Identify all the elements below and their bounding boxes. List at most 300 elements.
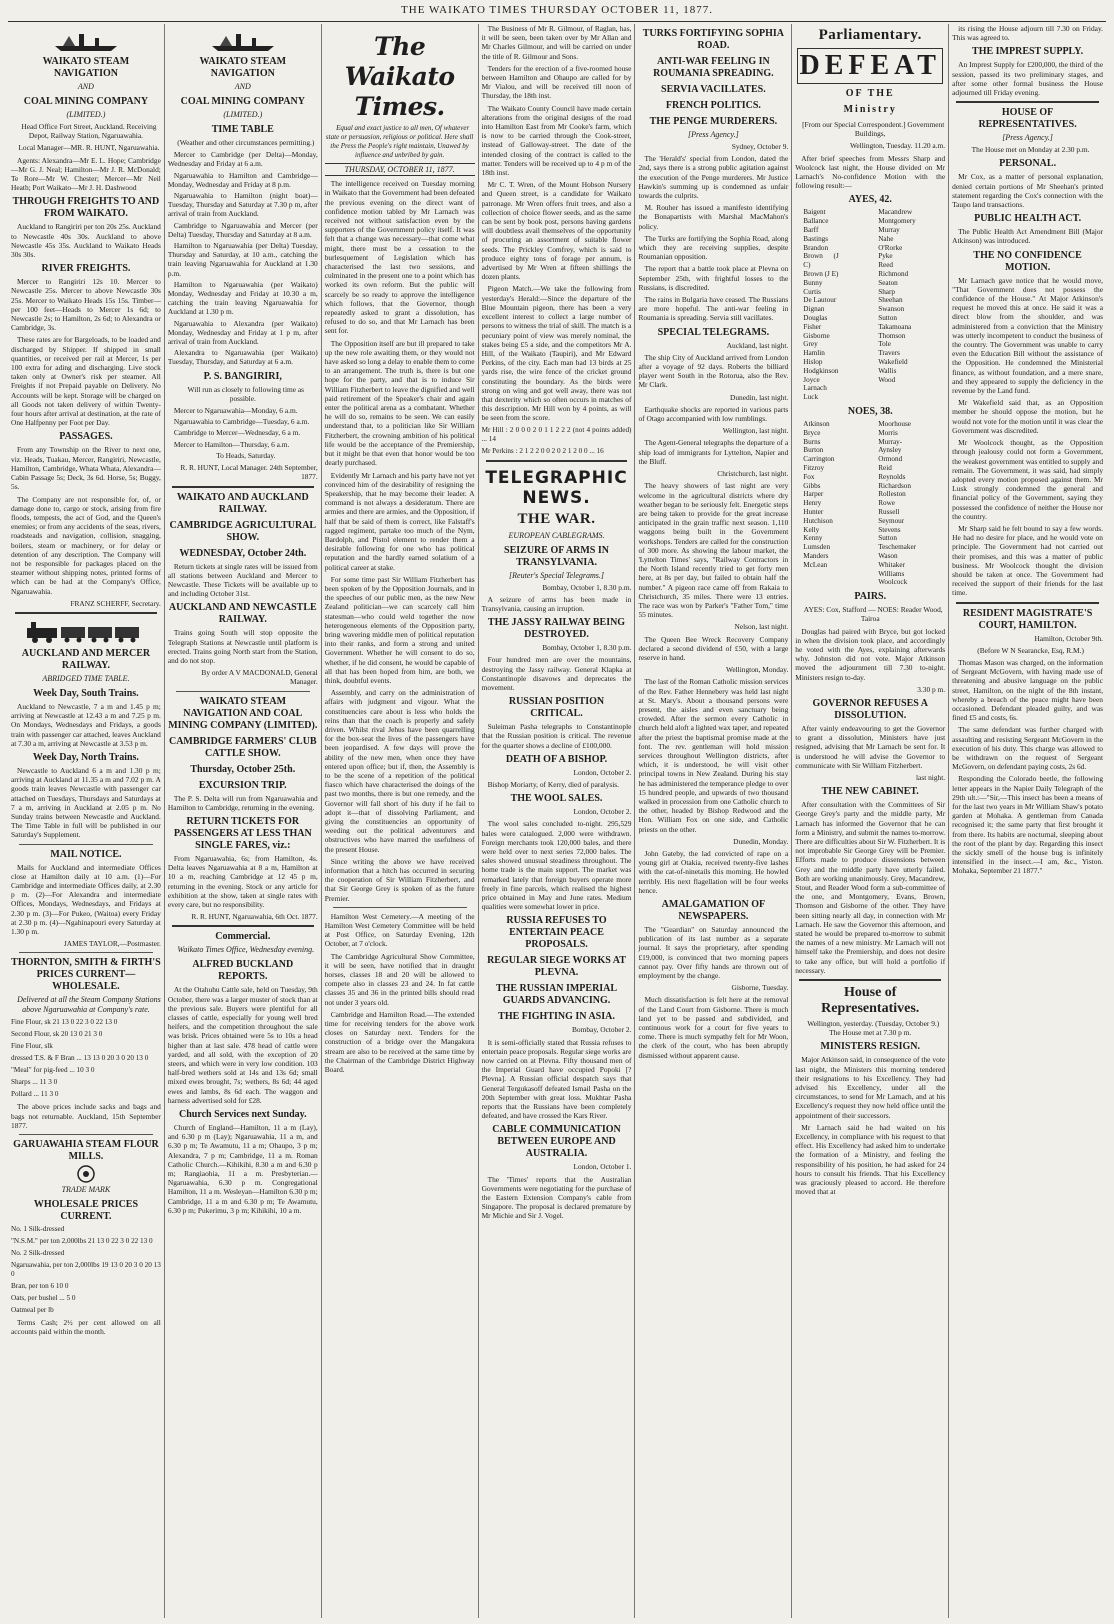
column-3 bbox=[322, 24, 479, 1618]
asia-heading: THE FIGHTING IN ASIA. bbox=[498, 1011, 615, 1023]
member-name: Henry bbox=[803, 499, 822, 508]
member-name: Tole bbox=[878, 340, 891, 349]
correspondent: [From our Special Correspondent.] Government Buildings, bbox=[802, 120, 945, 139]
bishop-date: London, October 2. bbox=[573, 767, 632, 777]
debate-text: After brief speeches from Messrs Sharp and Woolcock last night, the House divided on Mr Larnach's No-confidence Motion with the following result:— bbox=[795, 153, 946, 191]
member-name: Carrington bbox=[803, 455, 835, 464]
seizure-heading: SEIZURE OF ARMS IN TRANSYLVANIA. bbox=[504, 544, 609, 568]
locomotive-icon bbox=[21, 620, 151, 644]
member-name: Moorhouse bbox=[878, 419, 911, 428]
imprest-text: An Imprest Supply for £200,000, the third of the session, passed its two preliminary stages, and after some other formal business the House adjourned till Friday evening. bbox=[952, 60, 1104, 98]
member-name: De Lautour bbox=[803, 296, 837, 305]
health-text: The Public Health Act Amendment Bill (Major Atkinson) was introduced. bbox=[952, 227, 1104, 246]
cattle-date: Thursday, October 25th. bbox=[190, 763, 296, 775]
column-5 bbox=[635, 24, 792, 1618]
member-name: Rolleston bbox=[878, 490, 906, 499]
prices-note: The above prices include sacks and bags and bags not returnable. Auckland, 15th September 1877. bbox=[11, 1102, 161, 1130]
cable-date: London, October 1. bbox=[573, 1162, 632, 1172]
table-row: Second Flour, sk 20 13 0 21 3 0 bbox=[11, 1030, 103, 1039]
commercial-subtitle: Waikato Times Office, Wednesday evening. bbox=[177, 945, 315, 955]
news-item: Pigeon Match.—We take the following from yesterday's Herald:—Since the departure of the Blue Mountain pigeon, there has been a very excellent interest to collect a large number of persons to witness the trial of skill. The match is a pecuniary point of view was merely nominal, the stakes being £5 a side, and the competitors Mr A. Hill, of the Waikato (Taupiri), and Mr Edward Perkins, of the city. Each man had 13 birds at 25 yards rise, the wire fence of the cricket ground constituting the boundary. As the birds were strong on wing and got well away, there was not that dexterity which so often occurs in matches of this description. Mr Hill won by 4 points, as will be seen from the score. bbox=[481, 284, 632, 423]
member-name: Pyke bbox=[878, 252, 893, 261]
asia-text: It is semi-officially stated that Russia refuses to entertain peace proposals. Regular siege works are now carried on at Plevna. Fifty thousand men of the Imperial Guard have occupied Popoki [? Plevna]. A Russian official despatch says that General Tergukasoff defeated Ismail Pasha on the 20th September with great loss. Mukhtar Pasha reports that the Russians have been completely defeated, and have crossed the Kars River. bbox=[481, 1037, 632, 1121]
member-name: Richardson bbox=[878, 481, 911, 490]
rail2-heading: WAIKATO AND AUCKLAND RAILWAY. bbox=[176, 491, 309, 515]
member-name: Gisborne bbox=[803, 331, 830, 340]
defeat-subline: OF THE bbox=[845, 88, 895, 99]
table-row: Sharps ... 11 3 0 bbox=[11, 1078, 58, 1087]
member-name: Sutton bbox=[878, 534, 897, 543]
news-item: The Business of Mr R. Gilmour, of Raglan, has, it will be seen, been taken over by Mr Allan and Mr Charles Gilmour, and will be carried on under the title of R. Gilmour and Sons. bbox=[481, 24, 632, 61]
alfred-heading: ALFRED BUCKLAND REPORTS. bbox=[192, 959, 294, 983]
dateline: Christchurch, last night. bbox=[717, 469, 789, 479]
health-heading: PUBLIC HEALTH ACT. bbox=[974, 213, 1082, 225]
member-name: Rowe bbox=[878, 499, 895, 508]
road-notice: Cambridge and Hamilton Road.—The extended time for receiving tenders for the above work closes on Saturday next. Tenders for the construction of a bridge over the Mangakura stream are also to be received at the same time by the Chairman of the Cambridge District Highway Board. bbox=[324, 1009, 475, 1075]
agricultural-notice: The Cambridge Agricultural Show Committee, it will be seen, have notified that in draught horses, classes 18 and 20 will be allowed to compete also in classes 23 and 24. In fat cattle classes 35 and 36 in the printed bills should read not under 3 years old. bbox=[324, 951, 475, 1007]
member-name: Grey bbox=[803, 340, 818, 349]
cabinet-heading: THE NEW CABINET. bbox=[821, 786, 919, 798]
member-name: McLean bbox=[803, 560, 828, 569]
member-name: Ballance bbox=[803, 217, 829, 226]
table-row: Oats, per bushel ... 5 0 bbox=[11, 1294, 76, 1303]
divider bbox=[19, 952, 153, 953]
dateline: Wellington, Monday. bbox=[725, 665, 789, 675]
member-name: Wason bbox=[878, 551, 898, 560]
steamer-icon bbox=[208, 30, 278, 52]
house2-heading: HOUSE OF REPRESENTATIVES. bbox=[978, 107, 1077, 131]
trade-mark-label: TRADE MARK bbox=[61, 1185, 111, 1195]
member-name: O'Rorke bbox=[878, 243, 903, 252]
column-7 bbox=[949, 24, 1106, 1618]
list-item: Mercer to Cambridge (per Delta)—Monday, Wednesday and Friday at 6 a.m. bbox=[167, 150, 318, 169]
return-text: From Ngaruawahia, 6s; from Hamilton, 4s. Delta leaves Ngaruawahia at 8 a m, Hamilton at 10 a m, reaching Cambridge at 12 45 p m, returning in the evening. Stock or any article for exhibition at the show, taken at single rates with every care, but no responsibility. bbox=[167, 853, 318, 909]
headline: TURKS FORTIFYING SOPHIA ROAD. bbox=[642, 28, 785, 51]
ad1-river-heading: RIVER FREIGHTS. bbox=[41, 263, 131, 275]
member-name: Hislop bbox=[803, 357, 823, 366]
russian-heading: RUSSIAN POSITION CRITICAL. bbox=[508, 696, 605, 720]
cabinet-text: After consultation with the Committees of Sir George Grey's party and the middle party, Mr Larnach has informed the Governor that he can form a Ministry, and submit the names to-morrow. There are difficulties about Sir W. Fitzherbert. It is not improbable Sir George Grey will be Premier. Efforts made to produce dissensions between Grey and the middle party have utterly failed. Both are working unanimously. Grey, Macandrew, Stout, and Reader Wood form a sub-committee of the one, and Montgomery, Evans, Brown, Thomson and Gisborne of the other. They have been sitting nearly all day, in connection with Mr Larnach. He saw the Governor this afternoon, and stated he would be prepared to-morrow to submit the names of a new ministry. Mr Larnach will not himself take the Premiership, and does not desire to take any office, but will hold a portfolio if necessary. bbox=[795, 800, 946, 975]
bishop-text: Bishop Moriarty, of Kerry, died of paralysis. bbox=[487, 779, 620, 789]
member-name: Joyce bbox=[803, 375, 820, 384]
personal-text: Mr Cox, as a matter of personal explanation, denied certain portions of Mr Sheehan's printed statement regarding the Cox's connection with the Taupo land transactions. bbox=[952, 172, 1104, 210]
ad2-and: AND bbox=[234, 82, 251, 91]
list-item: Ngaruawahia to Cambridge—Tuesday, 6 a.m. bbox=[173, 417, 310, 427]
dateline: Wellington, last night. bbox=[722, 426, 789, 436]
column-2 bbox=[165, 24, 322, 1618]
wool-text: The wool sales concluded to-night. 295,529 bales were catalogued. 2,000 were withdrawn. Foreign merchants took 120,000 bales, and there were held over to next series 72,000 bales. The sales showed unusual steadiness throughout. The home trade is the main support. The market was remarked lately that foreign buyers operate more freely in fine parcels, which realised the highest price obtained in May and June rates. Medium qualities were somewhat lower in price. bbox=[481, 819, 632, 912]
divider bbox=[799, 979, 941, 981]
prices-heading: THORNTON, SMITH & FIRTH'S PRICES CURRENT—WHOLESALE. bbox=[11, 957, 161, 993]
member-name: Richmond bbox=[878, 270, 909, 278]
rail-north-heading: Week Day, North Trains. bbox=[32, 751, 139, 763]
noconfidence-paragraph: Mr Sharp said he felt bound to say a few words. He had no desire for place, and he would vote on principle. The Government had not carried out their promises, and this was a matter of public business. Mr Woolcock thought the division should be taken at once. The Government had received the support of their friends for the last time. bbox=[952, 523, 1104, 598]
member-name: Luck bbox=[803, 393, 819, 402]
member-name: Sheehan bbox=[878, 296, 903, 305]
rail3-heading: AUCKLAND AND NEWCASTLE RAILWAY. bbox=[168, 602, 317, 626]
jassy-date: Bombay, October 1, 8.30 p.m. bbox=[542, 643, 632, 653]
press-agency: [Press Agency.] bbox=[688, 130, 739, 139]
larnach-text: Mr Larnach said he had waited on his Excellency, in compliance with his request to that effect. His Excellency had asked him to undertake the formation of a Ministry, and feeling the responsibility of his position, he had asked for 24 hours to consult his friends. That his Excellency was graciously pleased to accord. He therefore moved that at bbox=[795, 1122, 946, 1197]
member-name: Sutton bbox=[878, 313, 897, 322]
mill-note: Terms Cash; 2½ per cent allowed on all accounts paid within the month. bbox=[11, 1318, 161, 1337]
news-item: Tenders for the erection of a five-roomed house between Hamilton and Ohaupo are called for by Mr Vialou, and will be received till noon of Thursday, the 18th inst. bbox=[481, 63, 632, 101]
sydney-paragraph: The report that a battle took place at Plevna on September 25th, with frightful losses to the Russians, is discredited. bbox=[638, 264, 789, 292]
noconfidence-paragraph: Mr Woolcock thought, as the Opposition through jealousy could not form a Government, the weakest government was entitled to supply and remain. The Government, it was said, had simply adopted every motion proposed against them. Mr Lusk strongly condemned the general and financial policy of the Government, saying they possessed the confidence of neither the House nor the country. bbox=[952, 438, 1104, 521]
ad1-manager: Local Manager—MR. R. HUNT, Ngaruawahia. bbox=[18, 143, 160, 153]
russian-text: Suleiman Pasha telegraphs to Constantinople that the Russian position is critical. The revenue for the quarter shows a decline of £100,000. bbox=[481, 722, 632, 750]
return-heading: RETURN TICKETS FOR PASSENGERS AT LESS THAN SINGLE FARES, viz.: bbox=[173, 815, 312, 851]
member-name: Brown (J C) bbox=[803, 252, 839, 270]
pairs-list: AYES: Cox, Stafford — NOES: Reader Wood, Tairoa bbox=[803, 605, 943, 624]
cemetery-notice: Hamilton West Cemetery.—A meeting of the Hamilton West Cemetery Committee will be held at Post Office, on Saturday Evening, 12th October, at 7 o'clock. bbox=[324, 911, 475, 949]
divider bbox=[333, 907, 467, 908]
rail-south-text: Auckland to Newcastle, 7 a m and 1.45 p m; arriving at Newcastle at 12.43 a m and 7.25 p m. On Mondays, Wednesdays and Fridays, a goods train with passenger car attached, leaves Auckland at 7.30 a m, arriving at Newcastle at 3.53 p m. bbox=[11, 701, 161, 748]
divider bbox=[15, 612, 157, 614]
seizure-text: A seizure of arms has been made in Transylvania, causing an irruption. bbox=[481, 594, 632, 613]
member-name: Sharp bbox=[878, 287, 895, 296]
wool-heading: THE WOOL SALES. bbox=[510, 793, 603, 805]
member-name: Curtis bbox=[803, 287, 821, 296]
steamer-icon bbox=[51, 30, 121, 52]
news-item: The Waikato County Council have made certain alterations from the original designs of the road into Hamilton East from Mr Cooke's farm, which is now to be carried through the Cook-street, instead of Galloway-street. The date of the intended closing of the contract is called to the matter. Tenders will be received up to 4 p m of the 18th inst. bbox=[481, 103, 632, 178]
score-row: Mr Hill : 2 0 0 0 2 0 1 1 2 2 2 (not 4 points added) ... 14 bbox=[481, 425, 632, 443]
member-name: Dignan bbox=[803, 305, 825, 314]
ad1-agents: Agents: Alexandra—Mr E. L. Hope; Cambridge—Mr G. J. Neal; Hamilton—Mr J. R. McDonald; Te Rore—Mr W. Chester; Mercer—Mr Neil Heath; Port Waikato—Mr J. H. Dashwood bbox=[11, 155, 161, 193]
rail-north-text: Newcastle to Auckland 6 a m and 1.30 p m; arriving at Auckland at 11.35 a m and 7.02 p m. A goods train leaves Newcastle with passenger car attached on Tuesdays, Thursdays and Saturdays at 7 a m, arriving in Auckland at 2.05 p m. No Sunday trains between Newcastle and Auckland. The Time Table in full will be published in our Saturday's Supplement. bbox=[11, 765, 161, 840]
show-heading: CAMBRIDGE AGRICULTURAL SHOW. bbox=[169, 519, 317, 543]
peace-heading: RUSSIA REFUSES TO ENTERTAIN PEACE PROPOSALS. bbox=[506, 915, 607, 951]
ad2-title: WAIKATO STEAM NAVIGATION bbox=[199, 56, 287, 79]
mill-prices-heading: WHOLESALE PRICES CURRENT. bbox=[33, 1199, 139, 1223]
list-item: Hamilton to Ngaruawahia (per Delta) Tuesday, Thursday and Saturday, at 10 a.m., catching the train leaving Ngaruawahia for Auckland at 1.30 p.m. bbox=[167, 241, 318, 278]
member-name: Bastings bbox=[803, 234, 829, 243]
list-item: Ngaruawahia to Hamilton (night boat)—Tuesday, Thursday and Saturday at 7.30 p m, after arrival of train from Auckland. bbox=[167, 191, 318, 219]
rail3-signature: By order A V MACDONALD, General Manager. bbox=[201, 668, 318, 687]
noes-heading: NOES, 38. bbox=[847, 405, 893, 417]
ad1-freights-heading: THROUGH FREIGHTS TO AND FROM WAIKATO. bbox=[12, 196, 160, 220]
ad1-limited: (LIMITED.) bbox=[66, 110, 106, 119]
member-name: Thomson bbox=[878, 331, 906, 340]
ad1-and: AND bbox=[77, 82, 94, 91]
member-name: Reed bbox=[878, 261, 893, 270]
noconfidence-paragraph: Mr Larnach gave notice that he would move, "That Government does not possess the confidence of the House." At Major Atkinson's request he moved this at once. He said it was a direct blow from the shoulder, and was administered from a conviction that the Ministry was utterly incompetent to conduct the business of the country. The Government was unable to carry even the Education Bill without the assistance of the Opposition. He condemned the Ministerial finance, as without foundation, and a mere snare, and they appeared to supply the deficiency in the revenue by the Land fund. bbox=[952, 275, 1104, 396]
special-telegrams-heading: SPECIAL TELEGRAMS. bbox=[657, 326, 770, 338]
rail-subtitle: ABRIDGED TIME TABLE. bbox=[42, 673, 130, 683]
telegram-text: The Queen Bee Wreck Recovery Company declared a second dividend of £50, with a large reserve in hand. bbox=[638, 634, 789, 662]
rm-paragraph: Thomas Mason was charged, on the information of Sergeant McGovern, with having made use of threatening and abusive language on the public street, Hamilton, on the night of the 8th instant, whereby a breach of the peace might have been occasioned. Defendant pleaded guilty, and was fined £5 and costs, 6s. bbox=[952, 657, 1104, 723]
amalgamation-heading: AMALGAMATION OF NEWSPAPERS. bbox=[661, 899, 766, 923]
dateline: Hamilton, October 9th. bbox=[1034, 633, 1104, 643]
member-name: Murray-Aynsley bbox=[878, 437, 903, 455]
list-item: Alexandra to Ngaruawahia (per Waikato) Tuesday, Thursday, and Saturday at 6 a.m. bbox=[167, 348, 318, 367]
member-name: Fitzroy bbox=[803, 463, 825, 472]
member-name: Barff bbox=[803, 226, 819, 235]
editorial-paragraph: The Opposition itself are but ill prepared to take up the new role awaiting them, or they would not have asked so long a delay to enable them to come to an arrangement. The truth is, there is but one hope for the party, and that is to induce Sir William Fitzherbert to leave the dignified and well paid retirement of the Speaker's chair and again enter the political arena as a combatant. Whether he will do so, remains to be seen. We can easily understand that, to a politician like Sir William Fitzherbert, the crowning ambition of his political life would be the acceptance of the Premiership, but it might be that even that honor would be too dearly purchased. bbox=[324, 338, 475, 468]
cable-heading: CABLE COMMUNICATION BETWEEN EUROPE AND AUSTRALIA. bbox=[492, 1124, 621, 1160]
jassy-text: Four hundred men are over the mountains, destroying the Jassy railway. General Klapka at Constantinople disavows and deprecates the movement. bbox=[481, 655, 632, 692]
ad1-subtitle: COAL MINING COMPANY bbox=[23, 96, 149, 107]
motto: Equal and exact justice to all men, Of whatever state or persuasion, religious or political. Here shall the Press the People's right maintain, Unawed by influence and unbribed by gain. bbox=[325, 124, 474, 159]
dateline: Wellington, Tuesday. 11.20 a.m. bbox=[850, 141, 946, 151]
war-heading: THE WAR. bbox=[517, 510, 596, 527]
member-name: Bunny bbox=[803, 278, 823, 287]
sydney-paragraph: M. Rouher has issued a manifesto identifying the Bonapartists with Marshal MacMahon's policy. bbox=[638, 203, 789, 231]
ministers-text: Major Atkinson said, in consequence of the vote last night, the Ministers this morning tendered their resignations to his Excellency. They had advised his Excellency, under all the circumstances, to send for Mr Larnach, and at his Excellency's request they now held office until the appointment of their successors. bbox=[795, 1055, 946, 1120]
divider bbox=[19, 1134, 153, 1135]
mail-signature: JAMES TAYLOR,—Postmaster. bbox=[63, 939, 161, 949]
member-name: Seymour bbox=[878, 516, 905, 525]
table-row: No. 1 Silk-dressed bbox=[11, 1225, 65, 1234]
column-6 bbox=[792, 24, 949, 1618]
member-name: Atkinson bbox=[803, 419, 830, 428]
member-name: Montgomery bbox=[878, 217, 916, 226]
trade-mark-emblem bbox=[16, 1165, 156, 1183]
sydney-paragraph: The 'Herald's' special from London, dated the 2nd, says there is a strong public agitation against the execution of the Penge murderers. Mr Justice Hawkin's summing up is condemned as unfair towards the culprits. bbox=[638, 154, 789, 201]
noes-list bbox=[795, 420, 945, 587]
member-name: Hunter bbox=[803, 507, 824, 516]
ad2-limited: (LIMITED.) bbox=[223, 110, 263, 119]
passages-text: From any Township on the River to next one, viz. Heads, Tuakau, Mercer, Rangiriri, Newcastle, Hamilton, Cambridge, Whata Whata, Alexandra—Cabin Passage 5s; Deck, 3s 6d. Horse, 5s; Buggy, 5s. bbox=[11, 445, 161, 492]
siege-heading: REGULAR SIEGE WORKS AT PLEVNA. bbox=[487, 955, 626, 979]
ad2-subtitle: COAL MINING COMPANY bbox=[180, 96, 305, 107]
rm-paragraph: Responding the Colorado beetle, the following letter appears in the Napier Daily Telegraph of the 29th ult.:—"Sir,—This insect has been a means of for the last two years in Mr William Shaw's potato garden at Mohaka. A gentleman from Canada recognised it; the same party that first brought it from there. Its habits are nocturnal, sleeping about the root of the plant by day. Regarding this insect the sickly smell of the house bug is infinitely intensified in the insect.—I am, &c., Yiston. Mohaka, September 21 1877." bbox=[952, 774, 1104, 876]
seizure-date: Bombay, October 1, 8.30 p.m. bbox=[542, 582, 632, 592]
dateline: 3.30 p m. bbox=[917, 684, 946, 694]
press-agency: [Press Agency.] bbox=[1002, 133, 1053, 143]
headline: THE PENGE MURDERERS. bbox=[649, 116, 778, 127]
telegram-text: The ship City of Auckland arrived from London after a voyage of 92 days. Roberts the billiard player went South in the Rotorua, also the Rev. Mr Clark. bbox=[638, 352, 789, 390]
ad1-office: Head Office Fort Street, Auckland. Receiving Depot, Railway Station, Ngaruawahia. bbox=[21, 122, 157, 141]
bangiriri-note: To Heads, Saturday. bbox=[216, 450, 276, 460]
news-item: Mr C. T. Wren, of the Mount Hobson Nursery and Queen street, is a candidate for Waikato patronage. Mr Wren offers fruit trees, and also a collection of choice flower seeds, and as the same can be sent by book post, persons having gardens will doubtless avail themselves of the opportunity of procuring an assortment of suitable flower seeds. The Prickley Comfrey, which is said to produce eighty tons of forage per annum, is advertised by Mr Wren at fifteen shillings the dozen plants. bbox=[481, 180, 632, 282]
wool-date: London, October 2. bbox=[573, 807, 632, 817]
bangiriri-text: Will run as closely to following time as possible. bbox=[187, 384, 305, 403]
divider bbox=[956, 602, 1099, 604]
member-name: Nahe bbox=[878, 234, 894, 243]
rm-before: (Before W N Searancke, Esq, R.M.) bbox=[977, 645, 1084, 655]
bangiriri-heading: P. S. BANGIRIRI, bbox=[203, 370, 282, 382]
top-rule bbox=[8, 21, 1106, 22]
house-date: Wellington, yesterday. (Tuesday, October 9.) The House met at 7.30 p m. bbox=[807, 1019, 940, 1038]
member-name: Takamoana bbox=[878, 322, 912, 331]
pairs-heading: PAIRS. bbox=[854, 591, 887, 603]
member-name: Brandon bbox=[803, 243, 829, 252]
jassy-heading: THE JASSY RAILWAY BEING DESTROYED. bbox=[487, 617, 626, 641]
table-row: No. 2 Silk-dressed bbox=[11, 1249, 65, 1258]
commercial-heading: Commercial. bbox=[215, 931, 271, 943]
ayes-left-list bbox=[795, 208, 870, 402]
member-name: Hodgkinson bbox=[803, 366, 839, 375]
member-name: Fisher bbox=[803, 322, 822, 331]
seizure-source: [Reuter's Special Telegrams.] bbox=[509, 570, 604, 580]
member-name: Stevens bbox=[878, 525, 901, 534]
noconfidence-paragraph: Mr Wakefield said that, as an Opposition member he should oppose the motion, but he would not vote for the motion until it was clear the Government was discredited. bbox=[952, 398, 1104, 435]
show-date: WEDNESDAY, October 24th. bbox=[179, 547, 307, 559]
excursion-heading: EXCURSION TRIP. bbox=[198, 779, 287, 791]
member-name: Fox bbox=[803, 472, 815, 481]
telegram-text: The last of the Roman Catholic mission services of the Rev. Father Hennebery was held last night at St. Mary's. About a thousand persons were present, the aisles and even sanctuary being crowded. After the sermon every Catholic in church held aloft a lighted wax taper, and repeated after the priest the baptismal promise made at the font. The rev. gentleman will hold mission services throughout Wellington districts, after which, it is understood, he will visit other principal towns in New Zealand. During his stay he has administered the temperance pledge to over 15 hundred people, and upwards of two thousand walked in procession from one Catholic church to the other, headed by Bishop Redwood and the Hon. William Fox on one side, and Catholic priests on the other. bbox=[638, 677, 789, 834]
ayes-right-list bbox=[870, 208, 945, 402]
masthead: The Waikato Times. bbox=[344, 32, 455, 121]
list-item: Ngaruawahia to Hamilton and Cambridge—Monday, Wednesday and Friday at 8 p.m. bbox=[167, 170, 318, 189]
score-row: Mr Perkins : 2 1 2 2 0 0 2 0 2 1 2 0 0 ... 16 bbox=[481, 446, 604, 455]
dateline: Gisborne, Tuesday. bbox=[731, 983, 789, 993]
cattle-heading: CAMBRIDGE FARMERS' CLUB CATTLE SHOW. bbox=[168, 735, 317, 759]
list-item: Cambridge to Ngaruawahia and Mercer (per Delta) Tuesday, Thursday and Saturday at 8 a.m. bbox=[167, 220, 318, 239]
table-row: Fine Flour, slk bbox=[11, 1042, 53, 1051]
member-name: Kenny bbox=[803, 534, 823, 543]
divider bbox=[172, 925, 314, 927]
telegraphic-news-title: TELEGRAPHIC NEWS. bbox=[485, 467, 628, 508]
parliamentary-heading: Parliamentary. bbox=[818, 27, 922, 43]
noes-left-list bbox=[795, 420, 870, 587]
ad1-rates: These rates are for Bargeloads, to be loaded and discharged by Shipper. If shipped in small quantities, or received per rail at Mercer, 1s per 100 extra for ading and discharging. Live stock taken only at Owner's risk per steamer. All Freights if not Prepaid payable on Delivery. No Accounts will be kept. Storage will be charged on all Goods not taken delivery of within Twenty-four hours after arrival at destination, at the rate of One Halfpenny per Foot per Day. bbox=[11, 335, 161, 428]
ad1-freights: Auckland to Rangiriri per ton 20s 25s. Auckland to Newcastle 40s 30s. Auckland to above Newcastle 45s 35s. Auckland to Waikato Heads 30s 30s. bbox=[11, 222, 161, 260]
member-name: Woolcock bbox=[878, 578, 908, 587]
member-name: Murray bbox=[878, 226, 900, 235]
mill-prices-table bbox=[11, 1225, 161, 1315]
excursion-text: The P. S. Delta will run from Ngaruawahia and Hamilton to Cambridge, returning in the evening. bbox=[167, 793, 318, 812]
mill-heading: GARUAWAHIA STEAM FLOUR MILLS. bbox=[13, 1139, 159, 1163]
bishop-heading: DEATH OF A BISHOP. bbox=[505, 753, 608, 765]
ad1-title: WAIKATO STEAM NAVIGATION bbox=[42, 56, 130, 79]
cable-text: The 'Times' reports that the Australian Governments were negotiating for the purchase of the Eastern Extension Company's cable from Singapore. The proposal is declared premature by Mr Michie and Sir J. Vogel. bbox=[481, 1174, 632, 1221]
column-1 bbox=[8, 24, 165, 1618]
member-name: Burns bbox=[803, 437, 821, 446]
governor-text: After vainly endeavouring to get the Governor to grant a dissolution, Ministers have just resigned, advising that Mr Larnach be sent for. It is understood he will advise the Governor to communicate with Sir William Fitzherbert. bbox=[795, 723, 946, 770]
member-name: Macandrew bbox=[878, 208, 913, 217]
table-row: "Meal" for pig-feed ... 10 3 0 bbox=[11, 1066, 95, 1075]
telegram-text: John Gateby, the lad convicted of rape on a young girl at Otakia, received twenty-five lashes with the cat-of-ninetails this morning. He howled terribly. His next flagellation will be four weeks hence. bbox=[638, 849, 789, 895]
headline: FRENCH POLITICS. bbox=[665, 100, 761, 111]
personal-heading: PERSONAL. bbox=[999, 158, 1057, 170]
telegram-text: Much dissatisfaction is felt here at the removal of the Land Court from Gisborne. There is much land yet to be passed and subdivided, and continuous work for a court for five years to come. There is much sympathy felt for Mr Woon, the clerk of the court, who has been abruptly dismissed without apparent cause. bbox=[638, 995, 789, 1060]
show-text: Return tickets at single rates will be issued from all stations between Auckland and Mercer to Newcastle. These Tickets will be available up to and including October 31st. bbox=[167, 561, 318, 599]
noes-right-list bbox=[870, 420, 945, 587]
headline: ANTI-WAR FEELING IN ROUMANIA SPREADING. bbox=[653, 56, 774, 79]
prices-table bbox=[11, 1018, 161, 1099]
rm-paragraph: The same defendant was further charged with assaulting and resisting Sergeant McGovern in the execution of his duty. This charge was allowed to be withdrawn on the request of Sergeant McGovern, on defendant paying costs, 2s 6d. bbox=[952, 725, 1104, 772]
house2-date: The House met on Monday at 2.30 p.m. bbox=[971, 145, 1090, 155]
dateline: Dunedin, Monday. bbox=[733, 836, 789, 846]
dateline: last night. bbox=[916, 772, 946, 782]
telegram-text: The Agent-General telegraphs the departure of a ship load of immigrants for Lyttelton, Napier and the Bluff. bbox=[638, 438, 789, 466]
member-name: Kelly bbox=[803, 525, 820, 534]
member-name: Douglas bbox=[803, 313, 828, 322]
list-item: Mercer to Ngaruawahia—Monday, 6 a.m. bbox=[173, 406, 298, 416]
liability-text: The Company are not responsible for, of, or damage done to, cargo or stock, arising from fire floods, tempests, the act of God, and the Queen's enemies; or from any accidents of the seas, rivers, roadsteads and navigation, collision, snagging, boilers, steam or machinery, or for delay or detention of any description. The Company will not be responsible for packages placed on the steamer without shipping notes, printed forms of which can be had at the Company's Office, Ngaruawahia. bbox=[11, 494, 161, 596]
list-item: Mercer to Hamilton—Thursday, 6 a.m. bbox=[173, 439, 290, 449]
ad1-signature: FRANZ SCHERFF, Secretary. bbox=[70, 598, 161, 608]
ministers-heading: MINISTERS RESIGN. bbox=[820, 1041, 920, 1053]
column-4 bbox=[479, 24, 636, 1618]
table-row: dressed T.S. & F Bran ... 13 13 0 20 3 0 20 13 0 bbox=[11, 1054, 149, 1063]
passages-heading: PASSAGES. bbox=[59, 431, 113, 443]
editorial-paragraph: Since writing the above we have received information that a hitch has occurred in securing the cooperation of Sir William Fitzherbert, and that Sir George Grey is spoken of as the future Premier. bbox=[324, 856, 475, 903]
member-name: Wallis bbox=[878, 366, 897, 375]
table-row: "N.S.M." per ton 2,000lbs 21 13 0 22 3 0 22 13 0 bbox=[11, 1237, 153, 1246]
sydney-paragraph: The Turks are fortifying the Sophia Road, along which they are receiving supplies, despite Roumanian opposition. bbox=[638, 233, 789, 262]
mail-text: Mails for Auckland and intermediate Offices close at Hamilton daily at 10 a.m. (1)—For Cambridge and intermediate Offices daily, at 2.30 p m. (2)—For Alexandra and intermediate Offices, Mondays, Wednesdays, and Fridays at 2.30 p m. (3)—For Pukeo, (Waitoa) every Friday at 2.30 p m. (4)—Ngahinapouri every Saturday at 1.30 p m. bbox=[11, 862, 161, 936]
table-row: Bran, per ton 6 10 0 bbox=[11, 1282, 69, 1291]
member-name: Wakefield bbox=[878, 357, 908, 366]
ad1-river: Mercer to Rangiriri 12s 10. Mercer to Newcastle 25s. Mercer to above Newcastle 30s 25s. Mercer to Waikato Heads 15s 15s. Timber—per 100 feet—Heads to Mercer 1s 6d; to Newcastle 2s; to Hamilton, 2s 6d; to Alexandra or Cambridge, 3s. bbox=[11, 277, 161, 333]
ayes-list bbox=[795, 208, 945, 402]
table-row: Ngaruawahia, per ton 2,000lbs 19 13 0 20 3 0 20 13 0 bbox=[11, 1261, 161, 1279]
member-name: Hutchison bbox=[803, 516, 833, 525]
table-row: Oatmeal per lb bbox=[11, 1306, 54, 1315]
bangiriri-signature: R. R. HUNT, Local Manager. 24th September, 1877. bbox=[180, 463, 318, 482]
member-name: Gibbs bbox=[803, 481, 821, 490]
sydney-date: Sydney, October 9. bbox=[731, 142, 789, 151]
member-name: Brown (J E) bbox=[803, 270, 839, 278]
member-name: Larnach bbox=[803, 384, 827, 393]
columns bbox=[8, 24, 1106, 1618]
divider bbox=[172, 486, 314, 488]
timetable-heading: TIME TABLE bbox=[211, 124, 274, 135]
member-name: Russell bbox=[878, 507, 900, 516]
member-name: Lumsden bbox=[803, 543, 831, 552]
ayes-heading: AYES, 42. bbox=[848, 194, 892, 206]
member-name: Swanson bbox=[878, 305, 905, 314]
sydney-paragraph: The rains in Bulgaria have ceased. The Russians are more hopeful. The anti-war feeling in Roumania is spreading. Servia still vacillates. bbox=[638, 295, 789, 323]
dateline: Auckland, last night. bbox=[726, 340, 789, 350]
amalgamation-text: The "Guardian" on Saturday announced the publication of its last number as a separate journal. It says the proprietary, after spending £19,000, is convinced that two morning papers cannot pay. Over fifty hands are thrown out of employment by the change. bbox=[638, 925, 789, 981]
dateline: Nelson, last night. bbox=[734, 622, 789, 632]
divider bbox=[956, 101, 1099, 103]
guards-heading: THE RUSSIAN IMPERIAL GUARDS ADVANCING. bbox=[495, 983, 618, 1007]
member-name: Reynolds bbox=[878, 472, 906, 481]
table-row: Pollard ... 11 3 0 bbox=[11, 1090, 59, 1099]
prices-subtitle: Delivered at all the Steam Company Stations above Ngaruawahia at Company's rate. bbox=[17, 995, 161, 1015]
member-name: Ormond bbox=[878, 455, 903, 464]
member-name: Hamlin bbox=[803, 349, 825, 358]
war-subtitle: EUROPEAN CABLEGRAMS. bbox=[508, 530, 605, 540]
editorial-paragraph: For some time past Sir William Fitzherbert has been spoken of by the Opposition Journals, and in the speeches of our public men, as the new New Zealand politician—we can scarcely call him statesman—who could weld together the now heterogeneous elements of the Opposition party, bring wavering middle men of political reputation into their ranks, and form a strong and united Government. Whether he will consent to do so, whether, if he did consent, he would be capable of all that has been hoped from him, are both, we think, doubtful events. bbox=[324, 574, 475, 685]
timetable-note: (Weather and other circumstances permitting.) bbox=[177, 138, 315, 147]
member-name: Burton bbox=[803, 446, 824, 455]
list-item: Ngaruawahia to Alexandra (per Waikato) Monday, Wednesday and Friday at 1 p m, after arrival of train from Auckland. bbox=[167, 318, 318, 347]
member-name: Manders bbox=[803, 551, 829, 560]
rail-south-heading: Week Day, South Trains. bbox=[33, 687, 139, 699]
wsn-heading: WAIKATO STEAM NAVIGATION AND COAL MINING COMPANY (LIMITED). bbox=[168, 695, 318, 731]
member-name: Reid bbox=[878, 463, 892, 472]
member-name: Wood bbox=[878, 375, 896, 384]
member-name: Travers bbox=[878, 349, 900, 358]
defeat-subline: Ministry bbox=[843, 104, 897, 115]
dateline: Dunedin, last night. bbox=[729, 392, 789, 402]
house-heading: House of Representatives. bbox=[821, 985, 920, 1016]
rail-title: AUCKLAND AND MERCER RAILWAY. bbox=[21, 647, 151, 671]
member-name: Morris bbox=[878, 428, 898, 437]
table-row: Fine Flour, sk 21 13 0 22 3 0 22 13 0 bbox=[11, 1018, 118, 1027]
telegram-text: Earthquake shocks are reported in various parts of Otago accompanied with low rumblings. bbox=[638, 404, 789, 424]
noconfidence-heading: THE NO CONFIDENCE MOTION. bbox=[973, 249, 1082, 273]
intro-text: its rising the House adjourn till 7.30 on Friday. This was agreed to. bbox=[952, 24, 1104, 43]
divider bbox=[486, 460, 628, 462]
mail-heading: MAIL NOTICE. bbox=[50, 848, 122, 860]
member-name: Williams bbox=[878, 569, 905, 578]
asia-date: Bombay, October 2. bbox=[571, 1025, 632, 1035]
editorial-paragraph: The intelligence received on Tuesday morning in Waikato that the Government had been defeated the previous evening on the direct want of confidence motion tabled by Mr Larnach was received not without satisfaction even by the supporters of the Government policy itself. It was felt that a change was necessary—that come what might, there must be a cessation to the burlesquement of Legislation which has characterised the last two sessions, and culminated in the present one to a point which has worked its own reform. But the public will scarcely be so ready to approve the intelligence which follows, that the Governor, though repeatedly asked to grant a dissolution, has refused to do so, and that Mr Larnach has been sent for. bbox=[324, 179, 475, 336]
imprest-heading: THE IMPREST SUPPLY. bbox=[972, 46, 1084, 58]
list-item: Cambridge to Mercer—Wednesday, 6 a m. bbox=[173, 428, 301, 438]
alfred-text: At the Otahuhu Cattle sale, held on Tuesday, 9th October, there was a larger muster of stock than at the previous sale. Buyers were plentiful for all classes of cattle, especially for young well bred heifers, and the competition throughout the sale was brisk. Prices obtained were 5s to 10s a head higher than at last sale. 478 head of cattle were yarded, and all sold, with the exception of 20 steers, and which were in very low condition. 103 half-bred wethers sold at 14s and 13s 6d; small mixed ewes brought, 7s; wethers, 8s 6d; 44 aged ewes and lambs, 8s 6d each. The waggon and harness advertised sold for £28. bbox=[167, 985, 318, 1105]
defeat-headline: DEFEAT bbox=[797, 48, 943, 84]
rail3-text: Trains going South will stop opposite the Telegraph Stations at Newcastle until platform is erected. Trains going North start from the Station, and do not stop. bbox=[167, 628, 318, 665]
rm-court-heading: RESIDENT MAGISTRATE'S COURT, HAMILTON. bbox=[962, 607, 1093, 631]
